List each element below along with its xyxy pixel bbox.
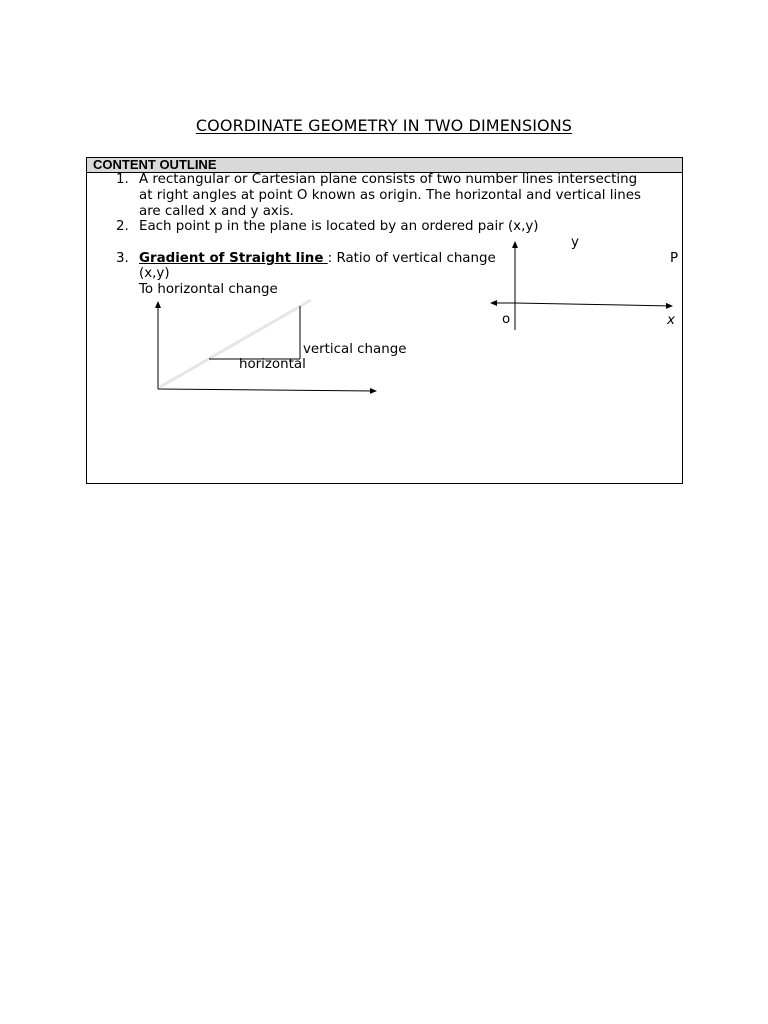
axes-y-label: y [571,235,579,250]
content-outline-header-label: CONTENT OUTLINE [93,157,217,172]
axes-x-label: x [667,313,675,328]
item-1-line-1: A rectangular or Cartesian plane consists of two number lines intersecting [139,172,638,187]
gradient-heading: Gradient of Straight line [139,251,324,266]
gradient-x-axis [158,389,376,391]
item-3-line-2: To horizontal change [139,282,278,297]
axes-origin-label: o [502,312,511,327]
item-2-line-1: Each point p in the plane is located by an ordered pair (x,y) [139,219,539,234]
item-1-number: 1. [116,172,129,187]
vertical-change-label: vertical change [303,342,407,357]
item-3-number: 3. [116,251,129,266]
horizontal-change-label: horizontal [239,357,306,372]
item-1-line-3: are called x and y axis. [139,204,294,219]
page-title: COORDINATE GEOMETRY IN TWO DIMENSIONS [195,116,573,135]
axes-x-axis-positive [515,303,672,306]
item-1-line-2: at right angles at point O known as origin. The horizontal and vertical lines [139,188,641,203]
item-2-number: 2. [116,219,129,234]
axes-xy-label: (x,y) [139,266,170,281]
gradient-straight-line [160,300,311,387]
axes-p-label: P [670,251,679,266]
gradient-heading-suffix: : Ratio of vertical change [327,251,496,266]
